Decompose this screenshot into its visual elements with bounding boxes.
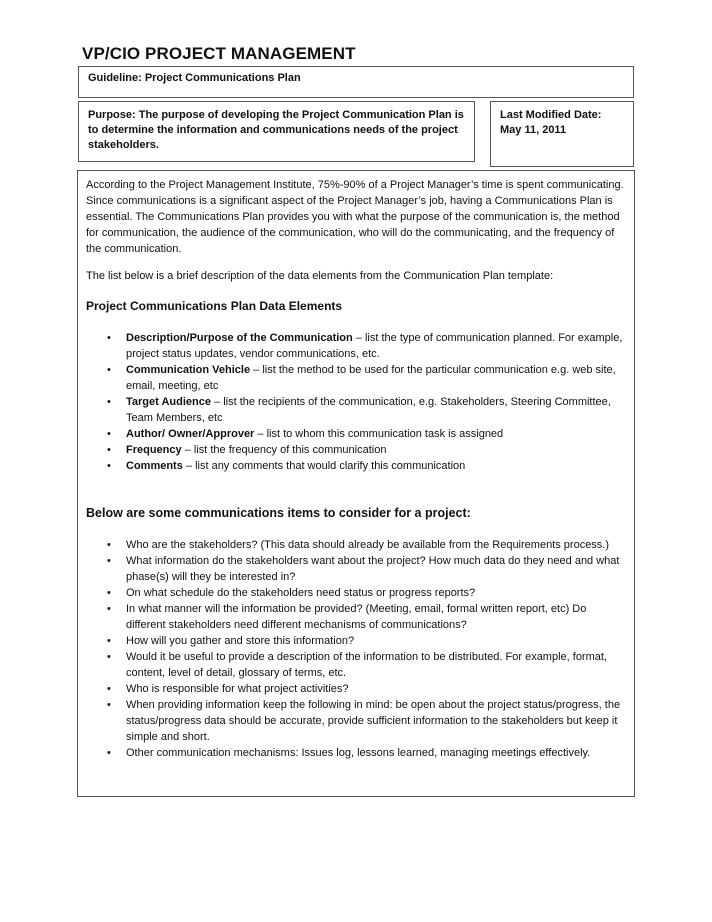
data-element-desc: – list any comments that would clarify this communication xyxy=(182,460,466,472)
consider-item xyxy=(86,649,626,681)
elements-heading: Project Communications Plan Data Elements xyxy=(86,299,343,313)
bullet-icon: • xyxy=(107,539,111,551)
bullet-icon: • xyxy=(107,396,111,408)
consider-item xyxy=(86,585,626,601)
data-element-item xyxy=(86,458,626,474)
consider-item xyxy=(86,681,626,697)
data-element-desc: – list the type of communication planned. For example, project status updates, vendor communications, etc. xyxy=(126,332,623,360)
bullet-icon: • xyxy=(107,683,111,695)
document-title: VP/CIO PROJECT MANAGEMENT xyxy=(82,44,356,63)
bullet-icon: • xyxy=(107,747,111,759)
bullet-icon: • xyxy=(107,699,111,711)
data-element-item xyxy=(86,426,626,442)
last-modified-date: May 11, 2011 xyxy=(500,124,567,136)
consider-item-text: What information do the stakeholders want about the project? How much data do they need and what phase(s) will they be interested in? xyxy=(126,555,620,583)
bullet-icon: • xyxy=(107,555,111,567)
bullet-icon: • xyxy=(107,460,111,472)
data-element-item xyxy=(86,362,626,394)
data-element-term: Target Audience xyxy=(126,396,211,408)
consider-list xyxy=(86,537,626,761)
data-element-term: Frequency xyxy=(126,444,182,456)
consider-item-text: Who is responsible for what project activities? xyxy=(126,683,349,695)
data-element-term: Description/Purpose of the Communication xyxy=(126,332,353,344)
last-modified-label: Last Modified Date: xyxy=(500,109,602,121)
guideline-box xyxy=(78,66,634,98)
data-element-desc: – list to whom this communication task is assigned xyxy=(254,428,504,440)
consider-heading: Below are some communications items to consider for a project: xyxy=(86,506,471,520)
consider-item-text: Would it be useful to provide a description of the information to be distributed. For example, format, content, level of detail, glossary of terms, etc. xyxy=(126,651,607,679)
consider-item-text: On what schedule do the stakeholders need status or progress reports? xyxy=(126,587,476,599)
purpose-box xyxy=(78,101,475,162)
consider-item-text: When providing information keep the following in mind: be open about the project status/progress, the status/progress data should be accurate, provide sufficient information to the stakeholders but keep it simple and short. xyxy=(126,699,621,743)
data-element-term: Communication Vehicle xyxy=(126,364,251,376)
data-element-desc: – list the frequency of this communication xyxy=(181,444,387,456)
data-element-item xyxy=(86,330,626,362)
bullet-icon: • xyxy=(107,587,111,599)
data-element-desc: – list the method to be used for the particular communication e.g. web site, email, meeting, etc xyxy=(126,364,616,392)
purpose-text: Purpose: The purpose of developing the Project Communication Plan is to determine the information and communications needs of the project stakeholders. xyxy=(88,109,464,151)
bullet-icon: • xyxy=(107,332,111,344)
data-element-term: Author/ Owner/Approver xyxy=(126,428,255,440)
consider-item xyxy=(86,745,626,761)
consider-item xyxy=(86,601,626,633)
consider-item xyxy=(86,697,626,745)
data-element-term: Comments xyxy=(126,460,183,472)
last-modified-box xyxy=(490,101,634,167)
data-element-item xyxy=(86,442,626,458)
consider-item xyxy=(86,633,626,649)
bullet-icon: • xyxy=(107,444,111,456)
consider-item-text: How will you gather and store this information? xyxy=(126,635,355,647)
data-element-desc: – list the recipients of the communication, e.g. Stakeholders, Steering Committee, Team Members, etc xyxy=(126,396,611,424)
main-content-box xyxy=(77,170,635,797)
intro-paragraph: According to the Project Management Institute, 75%-90% of a Project Manager’s time is spent communicating. Since communications is a significant aspect of the Project Manager’s job, having a Communications Plan is essential. The Communications Plan provides you with what the purpose of the communication is, the method for communication, the audience of the communication, who will do the communicating, and the frequency of the communication. xyxy=(86,179,624,255)
bullet-icon: • xyxy=(107,651,111,663)
consider-item xyxy=(86,537,626,553)
consider-item-text: Who are the stakeholders? (This data should already be available from the Requirements process.) xyxy=(126,539,610,551)
elements-list xyxy=(86,330,626,474)
bullet-icon: • xyxy=(107,603,111,615)
guideline-text: Guideline: Project Communications Plan xyxy=(88,72,301,84)
bullet-icon: • xyxy=(107,364,111,376)
consider-item-text: In what manner will the information be provided? (Meeting, email, formal written report, etc) Do different stakeholders need different mechanisms of communications? xyxy=(126,603,587,631)
data-element-item xyxy=(86,394,626,426)
bullet-icon: • xyxy=(107,635,111,647)
list-intro-paragraph: The list below is a brief description of the data elements from the Communication Plan template: xyxy=(86,270,554,282)
consider-item-text: Other communication mechanisms: Issues log, lessons learned, managing meetings effectively. xyxy=(126,747,591,759)
bullet-icon: • xyxy=(107,428,111,440)
consider-item xyxy=(86,553,626,585)
